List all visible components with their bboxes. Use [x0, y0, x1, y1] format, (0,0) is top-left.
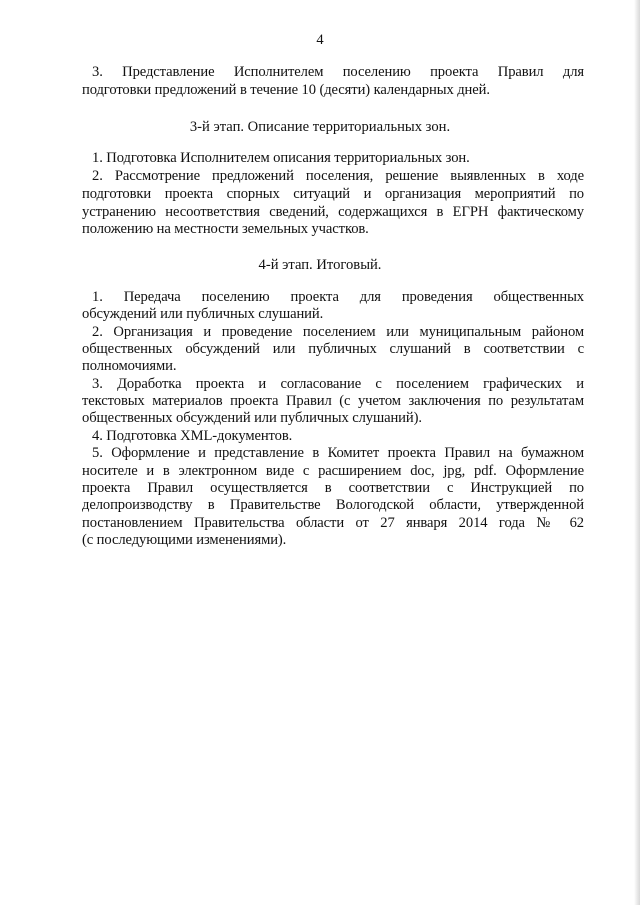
- paragraph-line: 3. Доработка проекта и согласование с поселением графических и: [92, 376, 584, 392]
- paragraph-line: 1. Передача поселению проекта для проведения общественных: [92, 289, 584, 305]
- paragraph-line: подготовки проекта спорных ситуаций и организация мероприятий по: [82, 186, 584, 202]
- paragraph-line: 3. Представление Исполнителем поселению проекта Правил для: [92, 64, 584, 80]
- paragraph-line: текстовых материалов проекта Правил (с учетом заключения по результатам: [82, 393, 584, 409]
- paragraph-line: общественных обсуждений или публичных слушаний).: [82, 410, 422, 426]
- paragraph-line: делопроизводству в Правительстве Вологодской области, утвержденной: [82, 497, 584, 513]
- paragraph-line: обсуждений или публичных слушаний.: [82, 306, 324, 322]
- paragraph-line: 5. Оформление и представление в Комитет проекта Правил на бумажном: [92, 445, 584, 461]
- list-item: 1. Подготовка Исполнителем описания территориальных зон.: [92, 150, 470, 166]
- paragraph-line: общественных обсуждений или публичных слушаний в соответствии с: [82, 341, 584, 357]
- paragraph-line: устранению несоответствия сведений, содержащихся в ЕГРН фактическому: [82, 204, 584, 220]
- paragraph-line: полномочиями.: [82, 358, 177, 374]
- paragraph-line: носителе и в электронном виде с расширением doc, jpg, pdf. Оформление: [82, 463, 584, 479]
- paragraph-line: (с последующими изменениями).: [82, 532, 287, 548]
- section-heading-stage-4: 4-й этап. Итоговый.: [258, 257, 382, 273]
- paragraph-line: 2. Организация и проведение поселением или муниципальным районом: [92, 324, 584, 340]
- paragraph-line: постановлением Правительства области от 27 января 2014 года № 62: [82, 515, 584, 531]
- paragraph-line: положению на местности земельных участков.: [82, 221, 369, 237]
- list-item: 4. Подготовка XML-документов.: [92, 428, 293, 444]
- paragraph-line: подготовки предложений в течение 10 (десяти) календарных дней.: [82, 82, 490, 98]
- section-heading-stage-3: 3-й этап. Описание территориальных зон.: [189, 119, 451, 135]
- paragraph-line: 2. Рассмотрение предложений поселения, решение выявленных в ходе: [92, 168, 584, 184]
- paragraph-line: проекта Правил осуществляется в соответствии с Инструкцией по: [82, 480, 584, 496]
- page-number: 4: [316, 32, 324, 48]
- scan-edge-shadow: [634, 0, 640, 905]
